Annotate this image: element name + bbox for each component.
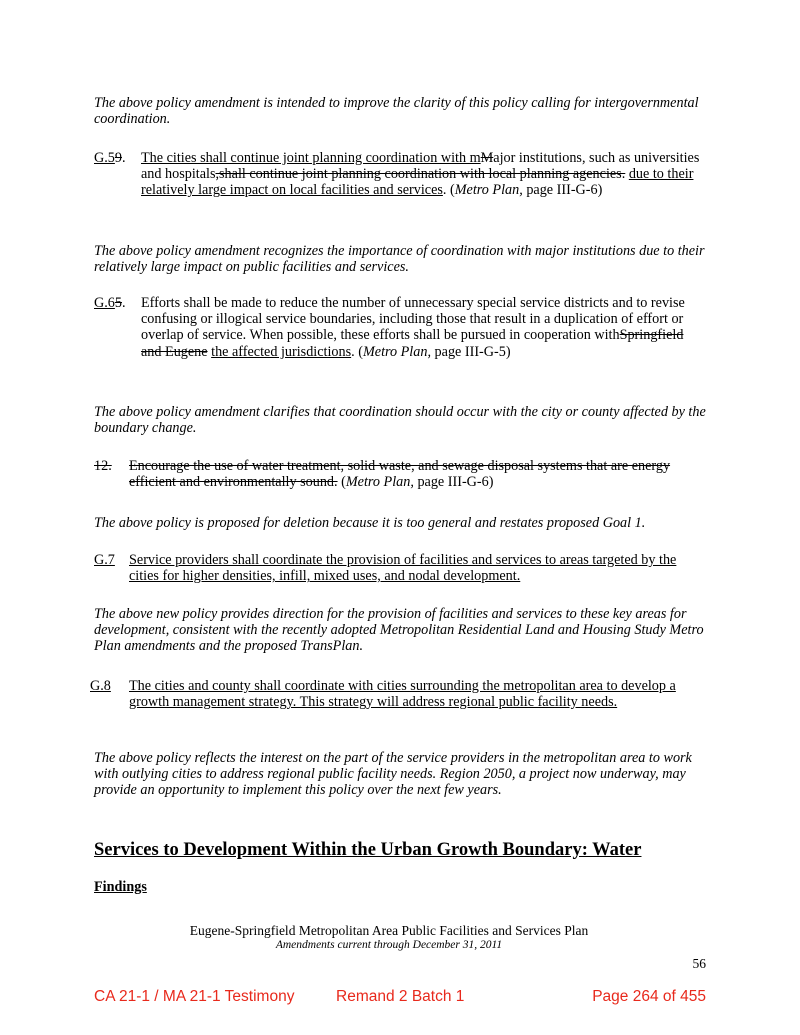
policy-12-deleted: [94, 458, 714, 494]
footer-title: Eugene-Springfield Metropolitan Area Public Facilities and Services Plan: [189, 923, 589, 938]
commentary-note-5: The above new policy provides direction for the provision of facilities and services to these key areas for development, consistent with the recently adopted Metropolitan Residential Land and Housing Study Metro Plan amendments and the proposed TransPlan.: [94, 606, 704, 655]
page-of-total: Page 264 of 455: [592, 988, 706, 1005]
commentary-note-3: The above policy amendment clarifies that coordination should occur with the city or county affected by the boundary change.: [94, 404, 706, 437]
policy-number: G.8: [90, 678, 111, 694]
policy-g7: [94, 552, 714, 588]
testimony-reference: CA 21-1 / MA 21-1 Testimony: [94, 988, 295, 1005]
policy-text: Service providers shall coordinate the provision of facilities and services to areas targeted by the cities for higher densities, infill, mixed uses, and nodal development.: [129, 552, 677, 585]
commentary-note-6: The above policy reflects the interest on the part of the service providers in the metropolitan area to work with outlying cities to address regional public facility needs. Region 2050, a project now underway, may provide an opportunity to implement this policy over the next few years.: [94, 750, 692, 799]
policy-text: The cities shall continue joint planning coordination with mMajor institutions, such as universities and hospitals,shall continue joint planning coordination with local planning agencies. due to their relatively large impact on local facilities and services. (Metro Plan, page III-G-6): [141, 150, 700, 199]
footer-subtitle: Amendments current through December 31, 2011: [275, 939, 503, 951]
commentary-note-2: The above policy amendment recognizes the importance of coordination with major institutions due to their relatively large impact on public facilities and services.: [94, 243, 705, 276]
findings-subheading: Findings: [94, 879, 147, 895]
page-number: 56: [692, 956, 706, 971]
policy-g5: [94, 150, 714, 220]
policy-number: G.7: [94, 552, 115, 568]
policy-g6: [94, 295, 714, 385]
policy-text: Efforts shall be made to reduce the number of unnecessary special service districts and to revise confusing or illogical service boundaries, including those that result in a duplication of effort or overlap of service. When possible, these efforts shall be pursued in cooperation withSpringfield and Eugene the affected jurisdictions. (Metro Plan, page III-G-5): [141, 295, 685, 360]
policy-g8: [90, 678, 714, 730]
policy-number: G.65.: [94, 295, 126, 311]
policy-number: 12.: [94, 458, 112, 474]
policy-text: Encourage the use of water treatment, solid waste, and sewage disposal systems that are energy efficient and environmentally sound. (Metro Plan, page III-G-6): [129, 458, 671, 491]
commentary-note-4: The above policy is proposed for deletion because it is too general and restates proposed Goal 1.: [94, 515, 646, 531]
commentary-note-1: The above policy amendment is intended to improve the clarity of this policy calling for intergovernmental coordination.: [94, 95, 699, 128]
section-heading: Services to Development Within the Urban Growth Boundary: Water: [94, 840, 642, 860]
policy-text: The cities and county shall coordinate with cities surrounding the metropolitan area to develop a growth management strategy. This strategy will address regional public facility needs.: [129, 678, 676, 711]
policy-number: G.59.: [94, 150, 126, 166]
batch-label: Remand 2 Batch 1: [336, 988, 465, 1005]
